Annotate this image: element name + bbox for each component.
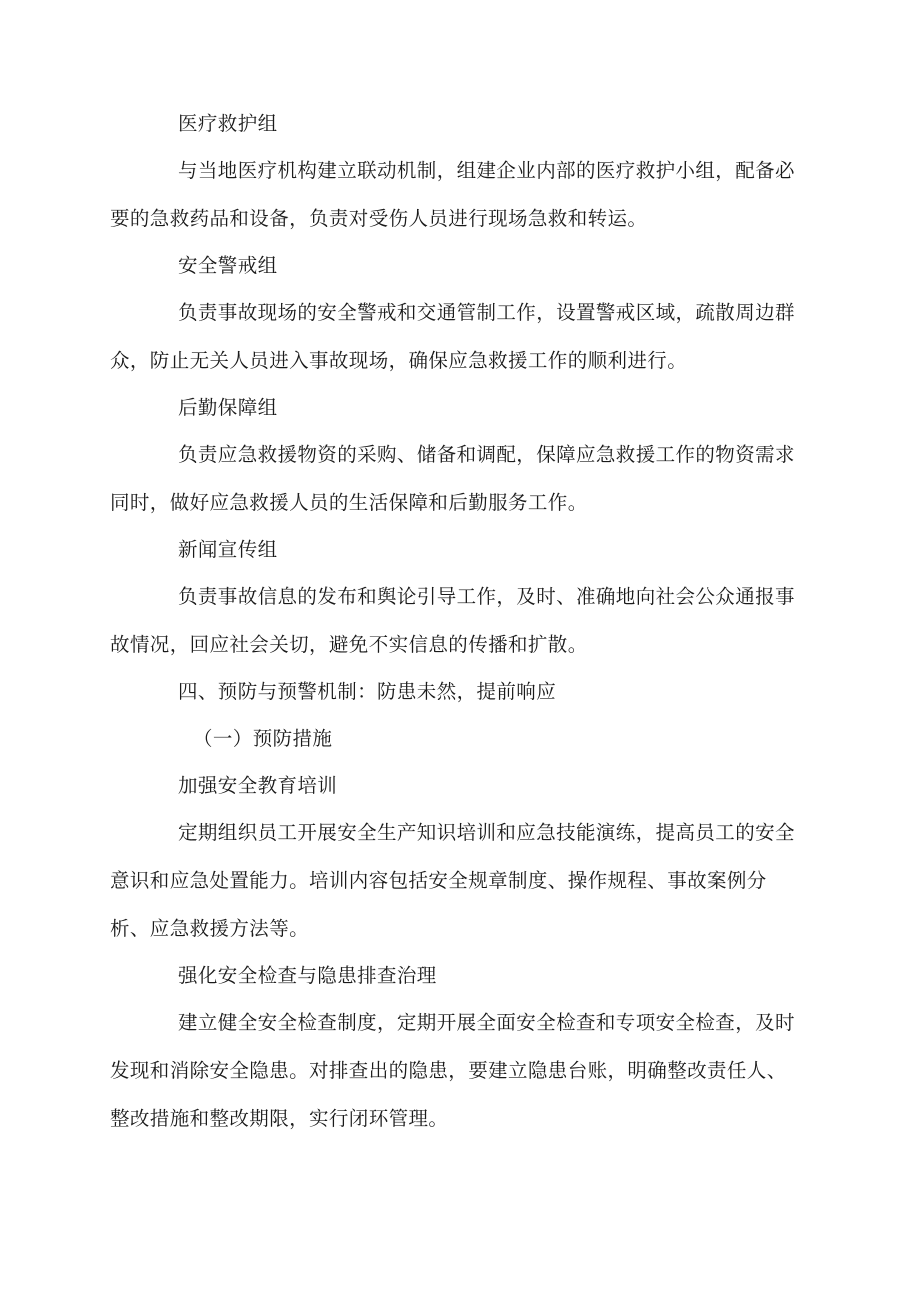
section-heading: 医疗救护组 <box>178 112 278 135</box>
paragraph <box>110 443 800 515</box>
paragraph-line: 负责事故现场的安全警戒和交通管制工作，设置警戒区域，疏散周边群 <box>178 301 795 324</box>
paragraph-line: 负责应急救援物资的采购、储备和调配，保障应急救援工作的物资需求 <box>178 443 795 466</box>
paragraph <box>110 159 800 231</box>
paragraph <box>110 821 800 941</box>
paragraph-line: 整改措施和整改期限，实行闭环管理。 <box>110 1107 449 1130</box>
paragraph <box>110 301 800 373</box>
document-body <box>110 112 800 1154</box>
section-heading: 强化安全检查与隐患排查治理 <box>178 964 437 987</box>
paragraph-line: 故情况，回应社会关切，避免不实信息的传播和扩散。 <box>110 633 588 656</box>
section-heading: 新闻宣传组 <box>178 538 278 561</box>
section-heading: 安全警戒组 <box>178 254 278 277</box>
paragraph <box>110 585 800 657</box>
paragraph-line: 同时，做好应急救援人员的生活保障和后勤服务工作。 <box>110 491 588 514</box>
paragraph-line: 建立健全安全检查制度，定期开展全面安全检查和专项安全检查，及时 <box>178 1011 795 1034</box>
subsection-heading: （一）预防措施 <box>193 727 333 750</box>
paragraph-line: 要的急救药品和设备，负责对受伤人员进行现场急救和转运。 <box>110 207 648 230</box>
paragraph-line: 负责事故信息的发布和舆论引导工作，及时、准确地向社会公众通报事 <box>178 585 795 608</box>
section-heading: 加强安全教育培训 <box>178 774 338 797</box>
paragraph-line: 析、应急救援方法等。 <box>110 917 310 940</box>
chapter-heading: 四、预防与预警机制：防患未然，提前响应 <box>178 680 557 703</box>
paragraph <box>110 1011 800 1131</box>
paragraph-line: 众，防止无关人员进入事故现场，确保应急救援工作的顺利进行。 <box>110 349 688 372</box>
paragraph-line: 意识和应急处置能力。培训内容包括安全规章制度、操作规程、事故案例分 <box>110 869 767 892</box>
section-heading: 后勤保障组 <box>178 396 278 419</box>
paragraph-line: 定期组织员工开展安全生产知识培训和应急技能演练，提高员工的安全 <box>178 821 795 844</box>
paragraph-line: 与当地医疗机构建立联动机制，组建企业内部的医疗救护小组，配备必 <box>178 159 795 182</box>
paragraph-line: 发现和消除安全隐患。对排查出的隐患，要建立隐患台账，明确整改责任人、 <box>110 1059 787 1082</box>
